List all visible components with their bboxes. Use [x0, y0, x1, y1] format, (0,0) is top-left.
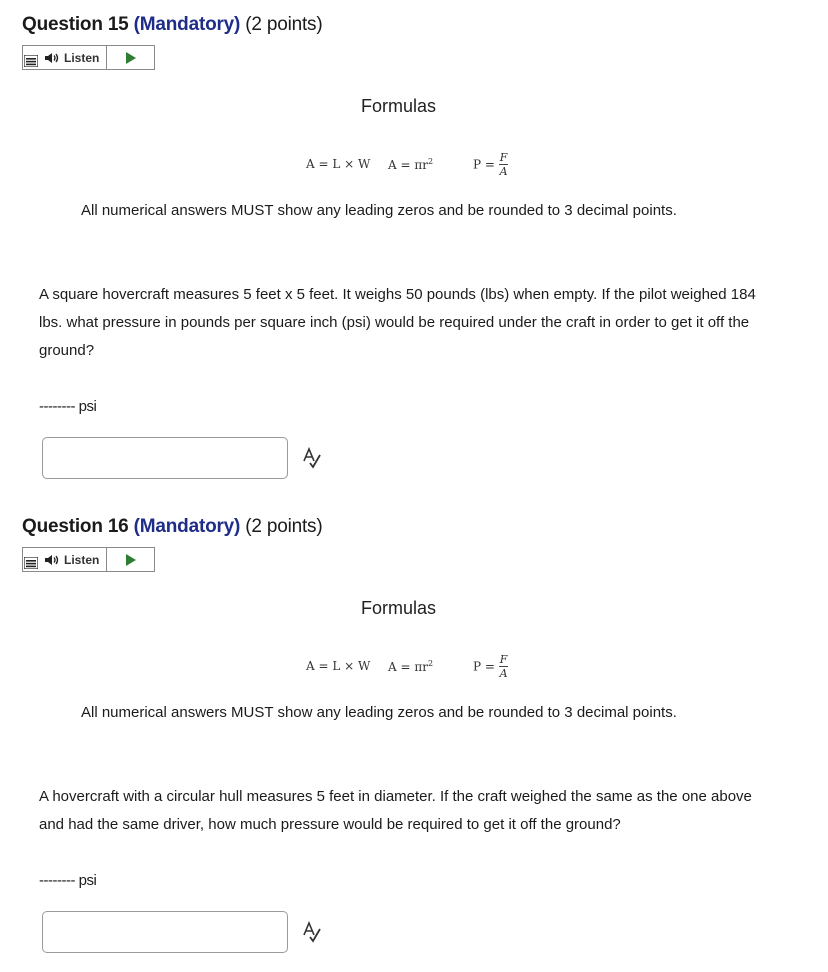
- listen-widget: [22, 547, 155, 572]
- formula-area-rectangle: A = L × W: [306, 659, 371, 673]
- answer-blank: [39, 872, 96, 889]
- mandatory-label: (Mandatory): [133, 516, 241, 537]
- listen-widget: [22, 45, 155, 70]
- formula-area-circle: [388, 157, 433, 172]
- formula-area-circle-base: A = πr: [388, 158, 428, 172]
- play-button[interactable]: [107, 52, 154, 64]
- hamburger-menu-icon[interactable]: [24, 55, 38, 67]
- formulas-heading: Formulas: [361, 96, 437, 116]
- spellcheck-icon[interactable]: [301, 447, 323, 469]
- hamburger-menu-icon[interactable]: [24, 557, 38, 569]
- formula-exponent: 2: [427, 659, 434, 668]
- formula-area-rectangle: A = L × W: [306, 157, 371, 171]
- fraction-denominator: A: [499, 667, 508, 680]
- unit-label: psi: [78, 398, 97, 415]
- formulas-heading: Formulas: [361, 598, 437, 618]
- blank-line: --------: [39, 398, 75, 415]
- play-button[interactable]: [107, 554, 154, 566]
- question-number: Question 16: [22, 516, 129, 537]
- answer-input[interactable]: [42, 911, 288, 953]
- rounding-note: All numerical answers MUST show any leading zeros and be rounded to 3 decimal points.: [81, 202, 677, 219]
- formula-pressure-lhs: P =: [473, 659, 495, 674]
- points-label: (2 points): [245, 14, 323, 35]
- listen-button[interactable]: [38, 46, 107, 69]
- listen-button[interactable]: [38, 548, 107, 571]
- speaker-icon: [44, 554, 60, 566]
- fraction-numerator: F: [499, 151, 508, 164]
- formula-fraction: [499, 151, 509, 178]
- blank-line: --------: [39, 872, 75, 889]
- formula-exponent: 2: [427, 157, 434, 166]
- answer-input[interactable]: [42, 437, 288, 479]
- points-label: (2 points): [245, 516, 323, 537]
- rounding-note: All numerical answers MUST show any leading zeros and be rounded to 3 decimal points.: [81, 704, 677, 721]
- play-icon: [125, 52, 137, 64]
- formula-pressure: [473, 151, 508, 178]
- mandatory-label: (Mandatory): [133, 14, 241, 35]
- question-header: [22, 516, 322, 538]
- spellcheck-icon[interactable]: [301, 921, 323, 943]
- fraction-numerator: F: [499, 653, 508, 666]
- speaker-icon: [44, 52, 60, 64]
- question-text: A square hovercraft measures 5 feet x 5 feet. It weighs 50 pounds (lbs) when empty. If the pilot weighed 184 lbs. what pressure in pounds per square inch (psi) would be required under the craft in order to get it off the ground?: [39, 286, 756, 359]
- formula-pressure-lhs: P =: [473, 157, 495, 172]
- answer-blank: [39, 398, 96, 415]
- question-number: Question 15: [22, 14, 129, 35]
- formula-pressure: [473, 653, 508, 680]
- unit-label: psi: [78, 872, 97, 889]
- question-header: [22, 14, 322, 36]
- question-text: A hovercraft with a circular hull measures 5 feet in diameter. If the craft weighed the same as the one above and had the same driver, how much pressure would be required to get it off the ground?: [39, 788, 752, 833]
- fraction-denominator: A: [499, 165, 508, 178]
- formula-area-circle: [388, 659, 433, 674]
- formula-fraction: [499, 653, 509, 680]
- listen-label: Listen: [64, 552, 100, 567]
- play-icon: [125, 554, 137, 566]
- formula-area-circle-base: A = πr: [388, 660, 428, 674]
- listen-label: Listen: [64, 50, 100, 65]
